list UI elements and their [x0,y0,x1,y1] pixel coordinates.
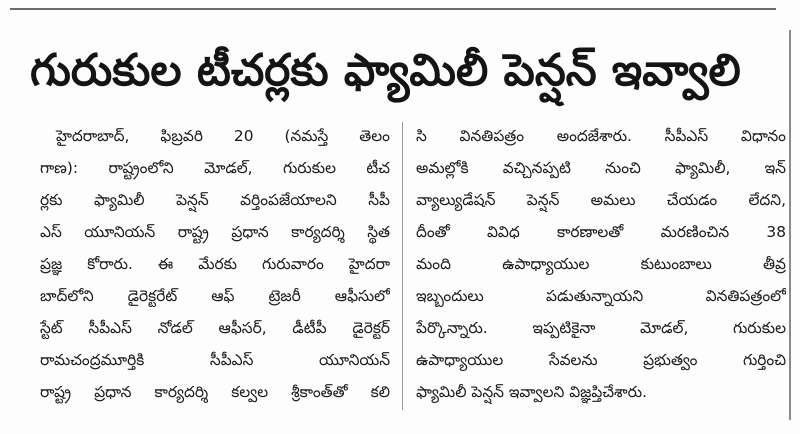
body-line: సి వినతిపత్రం అందజేశారు. సీపీఎస్ విధానం [416,127,786,145]
body-line: వ్యాల్యుడేషన్ పెన్షన్ అమలు చేయడం లేదని, [416,191,786,209]
body-line: ఇబ్బందులు పడుతున్నాయని వినతిపత్రంలో [416,287,786,305]
article-body [40,120,785,420]
right-column [416,120,786,420]
body-line: ఎస్ యూనియన్ రాష్ట్ర ప్రధాన కార్యదర్శి స్థిత [40,223,390,241]
headline: గురుకుల టీచర్లకు ఫ్యామిలీ పెన్షన్ ఇవ్వాలి [30,45,741,96]
body-line: దీంతో వివిధ కారణాలతో మరణించిన 38 [416,223,786,241]
right-divider [789,30,791,420]
left-column [40,120,390,420]
top-divider [10,8,776,10]
body-line: రాష్ట్ర ప్రధాన కార్యదర్శి కల్వల శ్రీకాంత్‌తో కలి [40,383,390,401]
body-line: పేర్కొన్నారు. ఇప్పటికైనా మోడల్, గురుకుల [416,319,786,337]
body-line: స్టేట్ సీపీఎస్ నోడల్ ఆఫీసర్, డీటీపీ డైరెక్టర్ [40,319,390,337]
body-line: గాణ): రాష్ట్రంలోని మోడల్, గురుకుల టీచ [40,159,390,177]
body-line: ఫ్యామిలీ పెన్షన్ ఇవ్వాలని విజ్ఞప్తిచేశారు. [416,383,647,401]
body-line: ఉపాధ్యాయుల సేవలను ప్రభుత్వం గుర్తించి [416,351,786,369]
body-line: బాద్‌లోని డైరెక్టరేట్ ఆఫ్ ట్రెజరీ ఆఫీసులో [40,287,390,305]
body-line: మంది ఉపాధ్యాయుల కుటుంబాలు తీవ్ర [416,255,786,273]
body-line: ప్రజ్ఞ కోరారు. ఈ మేరకు గురువారం హైదరా [40,255,390,273]
body-line: అమల్లోకి వచ్చినప్పటి నుంచి ఫ్యామిలీ, ఇన్ [416,159,786,177]
body-line: హైదరాబాద్, ఫిబ్రవరి 20 (నమస్తే తెలం [56,127,390,145]
body-line: రామచంద్రమూర్తికి సీపీఎస్ యూనియన్ [40,351,390,369]
body-line: ర్లకు ఫ్యామిలీ పెన్షన్ వర్తింపజేయాలని సీపీ [40,191,390,209]
column-divider [402,122,403,410]
